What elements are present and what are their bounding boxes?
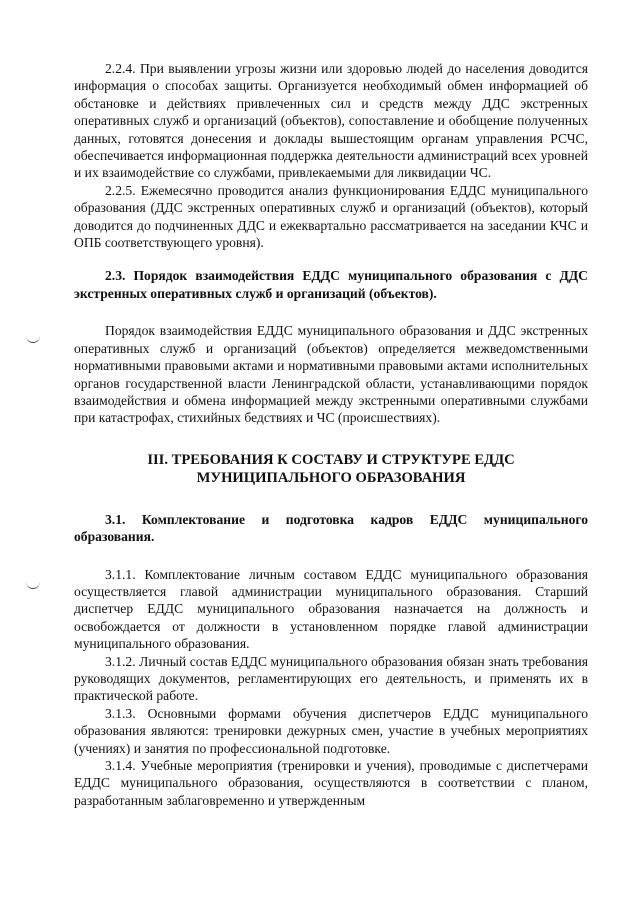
paragraph-2-3: Порядок взаимодействия ЕДДС муниципального образования и ДДС экстренных оперативных служб и организаций (объектов) определяется межведомственными нормативными правовыми актами и нормативными правовыми актами исполнительных органов государственной власти Ленинградской области, устанавливающими порядок взаимодействия и обмена информацией между экстренными оперативными службами при катастрофах, стихийных бедствиях и ЧС (происшествиях).	[74, 323, 588, 426]
paragraph-3-1-2: 3.1.2. Личный состав ЕДДС муниципального образования обязан знать требования руководящих документов, регламентирующих его деятельность, и применять их в практической работе.	[74, 653, 588, 704]
paragraph-2-2-5: 2.2.5. Ежемесячно проводится анализ функционирования ЕДДС муниципального образования (ДДС экстренных оперативных служб и организаций (объектов), который доводится до подчиненных ДДС и ежеквартально рассматривается на заседании КЧС и ОПБ соответствующего уровня).	[74, 182, 588, 251]
paragraph-3-1-3: 3.1.3. Основными формами обучения диспетчеров ЕДДС муниципального образования являются: тренировки дежурных смен, участие в учебных мероприятиях (учениях) и занятия по профессиональной подготовке.	[74, 705, 588, 756]
subsection-heading-3-1: 3.1. Комплектование и подготовка кадров ЕДДС муниципального образования.	[74, 511, 588, 545]
subsection-heading-2-3: 2.3. Порядок взаимодействия ЕДДС муниципального образования с ДДС экстренных оперативных служб и организаций (объектов).	[74, 268, 588, 301]
paragraph-3-1-4: 3.1.4. Учебные мероприятия (тренировки и учения), проводимые с диспетчерами ЕДДС муниципального образования, осуществляются в соответствии с планом, разработанным заблаговременно и утвержденным	[74, 758, 588, 808]
margin-mark	[26, 582, 40, 589]
section-heading-line-2: МУНИЦИПАЛЬНОГО ОБРАЗОВАНИЯ	[196, 469, 466, 486]
document-page	[74, 60, 588, 809]
paragraph-3-1-1: 3.1.1. Комплектование личным составом ЕДДС муниципального образования осуществляется главой администрации муниципального образования. Старший диспетчер ЕДДС муниципального образования назначается на должность и освобождается от должности в установленном порядке главой администрации муниципального образования.	[74, 566, 588, 652]
paragraph-2-2-4: 2.2.4. При выявлении угрозы жизни или здоровью людей до населения доводится информация о способах защиты. Организуется необходимый обмен информацией об обстановке и действиях привлеченных сил и средств между ДДС экстренных оперативных служб и организаций (объектов), сопоставление и обобщение полученных данных, готовятся донесения и доклады вышестоящим органам управления РСЧС, обеспечивается информационная поддержка деятельности администраций всех уровней и их взаимодействие со службами, привлекаемыми для ликвидации ЧС.	[74, 61, 588, 181]
margin-mark	[26, 336, 40, 343]
section-heading-line-1: III. ТРЕБОВАНИЯ К СОСТАВУ И СТРУКТУРЕ ЕДДС	[147, 451, 515, 468]
